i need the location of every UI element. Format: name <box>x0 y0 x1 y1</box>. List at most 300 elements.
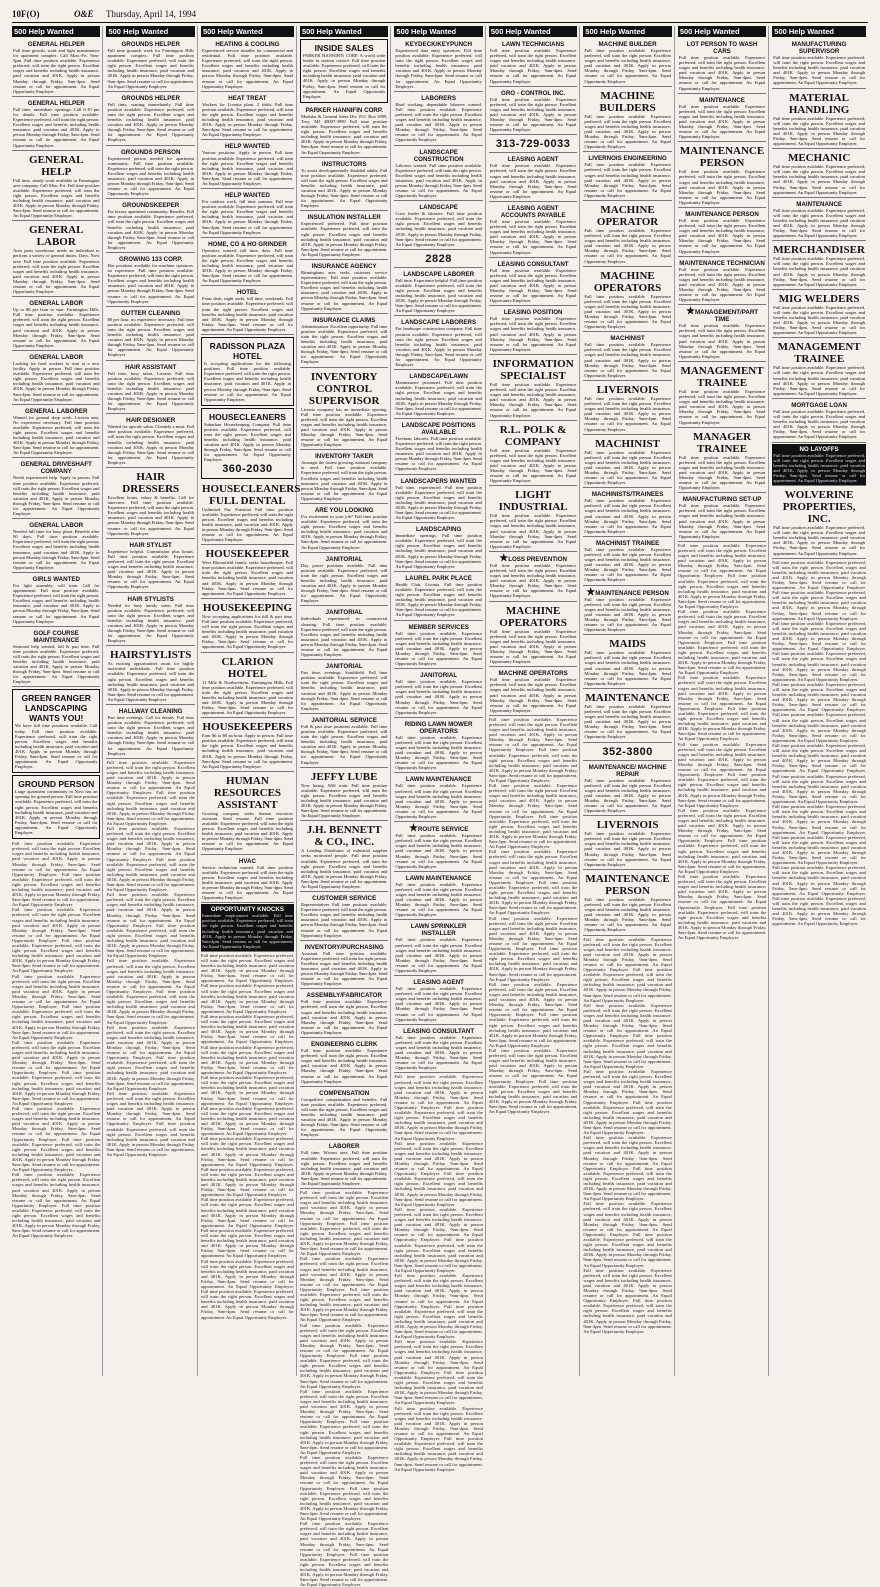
ad-heading: MACHINE OPERATOR <box>596 203 659 228</box>
classified-ad <box>489 603 577 668</box>
classified-ad <box>300 315 388 368</box>
ad-heading: MACHINE OPERATORS <box>499 604 567 629</box>
ad-body: Full time, Wixom area. Full time position available. Experience preferred, will train the right person. Excellent wages and benefits including health insurance, paid vacation and 401K. Apply in person Monday through Friday, 9am-4pm. Send resume or call for appointment. An Equal Opportunity Employer. <box>300 1150 388 1186</box>
ad-body: Amongst the fastest growing, national company in need. Full time position available. Experience preferred, will train the right person. Excellent wages and benefits including health insurance, paid vacation and 401K. Apply in person Monday through Friday, 9am-4pm. Send resume or call for appointment. An Equal Opportunity Employer. <box>300 460 388 501</box>
section-header: 500 Help Wanted <box>201 26 294 37</box>
ad-filler-text: Full time position available. Experience preferred, will train the right person. Excellent wages and benefits including health insurance, paid vacation and 401K. Apply in person Monday through Friday, 9am-4pm. Send resume or call for appointment. An Equal Opportunity Employer. Full time position available. Experience preferred, will train the right person. Excellent wages and benefits including health insurance, paid vacation and 401K. Apply in person Monday through Friday, 9am-4pm. Send resume or call for appointment. An Equal Opportunity Employer. <box>677 741 767 808</box>
classified-ad <box>772 339 866 399</box>
classified-ad <box>394 873 482 921</box>
classified-column <box>583 26 674 1376</box>
ad-body: Full time position available. Experience preferred, will train the right person. Excellent wages and benefits including health insurance, paid vacation and 401K. Apply in person Monday through Friday, 9am-4pm. Send resume or call for appointment. An Equal Opportunity Employer. <box>489 628 577 665</box>
ad-heading: GENERAL LABOR <box>29 522 84 530</box>
ad-body: Full time position available. Experience preferred, will train the right person. Excellent wages and benefits including health insurance, paid vacation and 401K. Apply in person Monday through Friday, 9am-4pm. Send resume or call for appointment. An Equal Opportunity Employer. <box>584 293 671 330</box>
ad-heading: GREEN RANGER LANDSCAPING WANTS YOU! <box>21 693 91 724</box>
classified-column <box>772 26 868 1376</box>
ad-body: Full time position available. Experience preferred, will train the right person. Excellent wages and benefits including health insurance, paid vacation and 401K. Apply in person Monday through Friday, 9am-4pm. Send resume or call for appointment. An Equal Opportunity Employer. <box>300 1048 388 1084</box>
classified-ad <box>583 88 671 153</box>
ad-body: Full time position available. Experience preferred, will train the right person. Excellent wages and benefits including health insurance, paid vacation and 401K. Apply in person Monday through Friday, 9am-4pm. Send resume or call for appointment. An Equal Opportunity Employer. <box>678 103 766 140</box>
ad-body: Now hiring. Will train. Full time position available. Experience preferred, will train the right person. Excellent wages and benefits including health insurance, paid vacation and 401K. Apply in person Monday through Friday, 9am-4pm. Send resume or call for appointment. An Equal Opportunity Employer. <box>300 782 388 819</box>
ad-body: Full time position available. Experience preferred, will train the right person. Excellent wages and benefits including health insurance, paid vacation and 401K. Apply in person Monday through Friday, 9am-4pm. Send resume or call for appointment. An Equal Opportunity Employer. <box>584 831 671 867</box>
ad-heading: MAINTENANCE/ MACHINE REPAIR <box>588 763 667 778</box>
classified-ad <box>300 554 388 607</box>
ad-filler-text: Full time position available. Experience preferred, will train the right person. Excellent wages and benefits including health insurance, paid vacation and 401K. Apply in person Monday through Friday, 9am-4pm. Send resume or call for appointment. An Equal Opportunity Employer. Full time position available. Experience preferred, will train the right person. Excellent wages and benefits including health insurance, paid vacation and 401K. Apply in person Monday through Friday, 9am-4pm. Send resume or call for appointment. An Equal Opportunity Employer. <box>394 1273 483 1340</box>
ad-body: Front desk, night audit, full time, weekends. Full time position available. Experience preferred, will train the right person. Excellent wages and benefits including health insurance, paid vacation and 401K. Apply in person Monday through Friday, 9am-4pm. Send resume or call for appointment. An Equal Opportunity Employer. <box>201 296 293 332</box>
classified-ad <box>394 147 482 202</box>
ad-heading: PARKER HANNIFIN CORP. <box>305 106 383 114</box>
section-header: 500 Help Wanted <box>489 26 577 37</box>
ad-filler-text: Full time position available. Experience preferred, will train the right person. Excellent wages and benefits including health insurance, paid vacation and 401K. Apply in person Monday through Friday, 9am-4pm. Send resume or call for appointment. An Equal Opportunity Employer. Full time position available. Experience preferred, will train the right person. Excellent wages and benefits including health insurance, paid vacation and 401K. Apply in person Monday through Friday, 9am-4pm. Send resume or call for appointment. An Equal Opportunity Employer. <box>394 1206 483 1273</box>
ad-body: Full time, steady work available in Farmington area company. Call Mon.-Fri. Full time position available. Experience preferred, will train the right person. Excellent wages and benefits including health insurance, paid vacation and 401K. Apply in person Monday through Friday, 9am-4pm. Send resume or call for appointment. An Equal Opportunity Employer. <box>13 177 100 219</box>
section-header: 500 Help Wanted <box>300 26 388 37</box>
ad-body: Full time position available. Experience preferred, will train the right person. Excellent wages and benefits including health insurance, paid vacation and 401K. Apply in person Monday through Friday, 9am-4pm. Send resume or call for appointment. An Equal Opportunity Employer. <box>584 546 671 583</box>
ad-heading: LEASING POSITION <box>503 309 563 317</box>
ad-filler-text: Full time position available. Experience preferred, will train the right person. Excellent wages and benefits including health insurance, paid vacation and 401K. Apply in person Monday through Friday, 9am-4pm. Send resume or call for appointment. An Equal Opportunity Employer. Full time position available. Experience preferred, will train the right person. Excellent wages and benefits including health insurance, paid vacation and 401K. Apply in person Monday through Friday, 9am-4pm. Send resume or call for appointment. An Equal Opportunity Employer. <box>106 892 195 959</box>
ad-body: Full time position available. Experience preferred, will train the right person. Excellent wages and benefits including health insurance, paid vacation and 401K. Apply in person Monday through Friday, 9am-4pm. Send resume or call for appointment. An Equal Opportunity Employer. <box>489 316 577 352</box>
ad-heading: HEAT TREAT <box>228 94 267 102</box>
ad-heading: MACHINIST TRAINEE <box>595 539 660 547</box>
ad-heading: HAIR ASSISTANT <box>125 363 177 371</box>
ad-filler-text: Full time position available. Experience preferred, will train the right person. Excellent wages and benefits including health insurance, paid vacation and 401K. Apply in person Monday through Friday, 9am-4pm. Send resume or call for appointment. An Equal Opportunity Employer. Full time position available. Experience preferred, will train the right person. Excellent wages and benefits including health insurance, paid vacation and 401K. Apply in person Monday through Friday, 9am-4pm. Send resume or call for appointment. An Equal Opportunity Employer. <box>583 1201 672 1268</box>
ad-body: Full time position available. Experience preferred, will train the right person. Excellent wages and benefits including health insurance, paid vacation and 401K. Apply in person Monday through Friday, 9am-4pm. Send resume or call for appointment. An Equal Opportunity Employer. <box>489 562 577 599</box>
ad-heading: HOME, CO & HO GRINDER <box>208 240 287 248</box>
ad-heading: LIVERNOIS <box>596 819 659 832</box>
ad-filler-text: Full time position available. Experience preferred, will train the right person. Excellent wages and benefits including health insurance, paid vacation and 401K. Apply in person Monday through Friday, 9am-4pm. Send resume or call for appointment. An Equal Opportunity Employer. Full time position available. Experience preferred, will train the right person. Excellent wages and benefits including health insurance, paid vacation and 401K. Apply in person Monday through Friday, 9am-4pm. Send resume or call for appointment. An Equal Opportunity Employer. <box>488 915 578 982</box>
ad-heading: MANUFACTURING SUPERVISOR <box>791 41 847 55</box>
classified-ad <box>583 817 671 870</box>
classified-ad <box>489 553 577 602</box>
ad-filler-text: Full time position available. Experience preferred, will train the right person. Excellent wages and benefits including health insurance, paid vacation and 401K. Apply in person Monday through Friday, 9am-4pm. Send resume or call for appointment. An Equal Opportunity Employer. Full time position available. Experience preferred, will train the right person. Excellent wages and benefits including health insurance, paid vacation and 401K. Apply in person Monday through Friday, 9am-4pm. Send resume or call for appointment. An Equal Opportunity Employer. <box>772 681 866 743</box>
ad-filler-text: Full time position available. Experience preferred, will train the right person. Excellent wages and benefits including health insurance, paid vacation and 401K. Apply in person Monday through Friday, 9am-4pm. Send resume or call for appointment. An Equal Opportunity Employer. Full time position available. Experience preferred, will train the right person. Excellent wages and benefits including health insurance, paid vacation and 401K. Apply in person Monday through Friday, 9am-4pm. Send resume or call for appointment. An Equal Opportunity Employer. <box>200 1075 294 1137</box>
classified-ad <box>12 775 100 839</box>
classified-ad <box>583 202 671 267</box>
ad-heading: INVENTORY TAKER <box>315 453 374 461</box>
ad-heading: HUMAN RESOURCES ASSISTANT <box>213 774 282 811</box>
ad-body: Full time position available. Experience preferred, will train the right person. Excellent wages and benefits including health insurance, paid vacation and 401K. Apply in person Monday through Friday, 9am-4pm. Send resume or call for appointment. An Equal Opportunity Employer. <box>395 679 482 715</box>
classified-ad <box>12 628 100 688</box>
classified-ad <box>201 773 294 855</box>
ad-filler-text: Full time position available. Experience preferred, will train the right person. Excellent wages and benefits including health insurance, paid vacation and 401K. Apply in person Monday through Friday, 9am-4pm. Send resume or call for appointment. An Equal Opportunity Employer. Full time position available. Experience preferred, will train the right person. Excellent wages and benefits including health insurance, paid vacation and 401K. Apply in person Monday through Friday, 9am-4pm. Send resume or call for appointment. An Equal Opportunity Employer. <box>394 1074 483 1141</box>
ad-filler-text: Full time position available. Experience preferred, will train the right person. Excellent wages and benefits including health insurance, paid vacation and 401K. Apply in person Monday through Friday, 9am-4pm. Send resume or call for appointment. An Equal Opportunity Employer. Full time position available. Experience preferred, will train the right person. Excellent wages and benefits including health insurance, paid vacation and 401K. Apply in person Monday through Friday, 9am-4pm. Send resume or call for appointment. An Equal Opportunity Employer. <box>12 1172 101 1239</box>
ad-heading: HOTEL <box>236 289 258 297</box>
classified-ad <box>201 239 294 287</box>
ad-body: Modular & General Sales Div. P.O. Box 3999, Troy, MI 48007-3999 Full time position available. Experience preferred, will train the right person. Excellent wages and benefits including health insurance, paid vacation and 401K. Apply in person Monday through Friday, 9am-4pm. Send resume or call for appointment. An Equal Opportunity Employer. <box>300 113 388 155</box>
ad-filler-text: Full time position available. Experience preferred, will train the right person. Excellent wages and benefits including health insurance, paid vacation and 401K. Apply in person Monday through Friday, 9am-4pm. Send resume or call for appointment. An Equal Opportunity Employer. Full time position available. Experience preferred, will train the right person. Excellent wages and benefits including health insurance, paid vacation and 401K. Apply in person Monday through Friday, 9am-4pm. Send resume or call for appointment. An Equal Opportunity Employer. <box>394 1140 483 1207</box>
ad-body: Full time, starting immediately. Full time position available. Experience preferred, will train the right person. Excellent wages and benefits including health insurance, paid vacation and 401K. Apply in person Monday through Friday, 9am-4pm. Send resume or call for appointment. An Equal Opportunity Employer. <box>107 101 194 143</box>
classified-ad <box>772 90 866 150</box>
classified-ad <box>201 481 301 546</box>
classified-ad <box>583 489 671 537</box>
ad-filler-text: Full time position available. Experience preferred, will train the right person. Excellent wages and benefits including health insurance, paid vacation and 401K. Apply in person Monday through Friday, 9am-4pm. Send resume or call for appointment. An Equal Opportunity Employer. Full time position available. Experience preferred, will train the right person. Excellent wages and benefits including health insurance, paid vacation and 401K. Apply in person Monday through Friday, 9am-4pm. Send resume or call for appointment. An Equal Opportunity Employer. <box>394 1339 483 1406</box>
classified-ad <box>394 202 482 250</box>
ad-filler-text: Full time position available. Experience preferred, will train the right person. Excellent wages and benefits including health insurance, paid vacation and 401K. Apply in person Monday through Friday, 9am-4pm. Send resume or call for appointment. An Equal Opportunity Employer. Full time position available. Experience preferred, will train the right person. Excellent wages and benefits including health insurance, paid vacation and 401K. Apply in person Monday through Friday, 9am-4pm. Send resume or call for appointment. An Equal Opportunity Employer. <box>200 1136 294 1198</box>
classified-ad <box>772 487 866 559</box>
ad-body: Immediate openings. Full time position available. Experience preferred, will train the right person. Excellent wages and benefits including health insurance, paid vacation and 401K. Apply in person Monday through Friday, 9am-4pm. Send resume or call for appointment. An Equal Opportunity Employer. <box>395 533 482 569</box>
ad-heading: GROUND PERSON <box>18 779 95 790</box>
ad-body: For landscape construction company. Full time position available. Experience preferred, will train the right person. Excellent wages and benefits including health insurance, paid vacation and 401K. Apply in person Monday through Friday, 9am-4pm. Send resume or call for appointment. An Equal Opportunity Employer. <box>395 326 482 368</box>
ad-filler-text: Full time position available. Experience preferred, will train the right person. Excellent wages and benefits including health insurance, paid vacation and 401K. Apply in person Monday through Friday, 9am-4pm. Send resume or call for appointment. An Equal Opportunity Employer. Full time position available. Experience preferred, will train the right person. Excellent wages and benefits including health insurance, paid vacation and 401K. Apply in person Monday through Friday, 9am-4pm. Send resume or call for appointment. An Equal Opportunity Employer. <box>299 1256 389 1323</box>
classified-ad <box>583 382 671 435</box>
ad-phone-number: 360-2030 <box>222 462 273 475</box>
ad-body: Full time position available. Experience preferred, will train the right person. Excellent wages and benefits including health insurance, paid vacation and 401K. Apply in person Monday through Friday, 9am-4pm. Send resume or call for appointment. An Equal Opportunity Employer. <box>584 596 671 633</box>
classified-ad <box>678 363 766 428</box>
ad-body: West Bloomfield family seeks housekeeper. Full time position available. Experience preferred, will train the right person. Excellent wages and benefits including health insurance, paid vacation and 401K. Apply in person Monday through Friday, 9am-4pm. Send resume or call for appointment. An Equal Opportunity Employer. <box>201 560 293 596</box>
section-header: 500 Help Wanted <box>583 26 671 37</box>
ad-body: Full time position available. Experience preferred, will train the right person. Excellent wages and benefits including health insurance, paid vacation and 401K. Apply in person Monday through Friday, 9am-4pm. Send resume or call for appointment. An Equal Opportunity Employer. <box>773 304 865 336</box>
issue-date: Thursday, April 14, 1994 <box>106 9 197 19</box>
ad-heading: MAINTENANCE PERSON <box>685 210 759 218</box>
classified-ad <box>583 587 671 636</box>
ad-filler-text: Full time position available. Experience preferred, will train the right person. Excellent wages and benefits including health insurance, paid vacation and 401K. Apply in person Monday through Friday, 9am-4pm. Send resume or call for appointment. An Equal Opportunity Employer. Full time position available. Experience preferred, will train the right person. Excellent wages and benefits including health insurance, paid vacation and 401K. Apply in person Monday through Friday, 9am-4pm. Send resume or call for appointment. An Equal Opportunity Employer. <box>772 620 866 682</box>
ad-heading: J.H. BENNETT & CO., INC. <box>306 824 382 849</box>
section-header: 500 Help Wanted <box>394 26 482 37</box>
ad-heading: INSURANCE AGENCY <box>311 263 377 270</box>
ad-body: Growing company seeks human resources assistant. Send resume. Full time position available. Experience preferred, will train the right person. Excellent wages and benefits including health insurance, paid vacation and 401K. Apply in person Monday through Friday, 9am-4pm. Send resume or call for appointment. An Equal Opportunity Employer. <box>201 810 293 852</box>
ad-body: Full time position available. Experience preferred, will train the right person. Excellent wages and benefits including health insurance, paid vacation and 401K. Apply in person Monday through Friday, 9am-4pm. Send resume or call for appointment. An Equal Opportunity Employer. <box>489 447 577 484</box>
ad-body: Full time position available. Experience preferred, will train the right person. Excellent wages and benefits including health insurance, paid vacation and 401K. Apply in person Monday through Friday, 9am-4pm. Send resume or call for appointment. An Equal Opportunity Employer. <box>489 218 577 255</box>
ad-heading: ★ MAINTENANCE PERSON <box>584 589 670 597</box>
classified-ad <box>394 371 482 419</box>
classified-ad <box>394 1026 482 1074</box>
ad-heading: MACHINE OPERATORS <box>498 670 568 678</box>
classified-ad <box>300 451 388 504</box>
ad-heading: GRO - CONTROL INC. <box>501 89 566 97</box>
classified-ad <box>106 706 194 759</box>
ad-body: Representatives Full time position available. Experience preferred, will train the right person. Excellent wages and benefits including health insurance, paid vacation and 401K. Apply in person Monday through Friday, 9am-4pm. Send resume or call for appointment. An Equal Opportunity Employer. <box>300 902 388 938</box>
classified-ad <box>12 152 100 222</box>
ad-filler-text: Full time position available. Experience preferred, will train the right person. Excellent wages and benefits including health insurance, paid vacation and 401K. Apply in person Monday through Friday, 9am-4pm. Send resume or call for appointment. An Equal Opportunity Employer. Full time position available. Experience preferred, will train the right person. Excellent wages and benefits including health insurance, paid vacation and 401K. Apply in person Monday through Friday, 9am-4pm. Send resume or call for appointment. An Equal Opportunity Employer. <box>677 675 767 742</box>
ad-body: Maintenance personnel. Full time position available. Experience preferred, will train the right person. Excellent wages and benefits including health insurance, paid vacation and 401K. Apply in person Monday through Friday, 9am-4pm. Send resume or call for appointment. An Equal Opportunity Employer. <box>395 380 482 416</box>
ad-heading: MAINTENANCE PERSON <box>679 145 765 170</box>
ad-filler-text: Full time position available. Experience preferred, will train the right person. Excellent wages and benefits including health insurance, paid vacation and 401K. Apply in person Monday through Friday, 9am-4pm. Send resume or call for appointment. An Equal Opportunity Employer. Full time position available. Experience preferred, will train the right person. Excellent wages and benefits including health insurance, paid vacation and 401K. Apply in person Monday through Friday, 9am-4pm. Send resume or call for appointment. An Equal Opportunity Employer. <box>583 1002 672 1069</box>
ad-heading: LANDSCAPING <box>415 526 462 534</box>
ad-body: Needed for busy family salon. Full time position available. Experience preferred, will train the right person. Excellent wages and benefits including health insurance, paid vacation and 401K. Apply in person Monday through Friday, 9am-4pm. Send resume or call for appointment. An Equal Opportunity Employer. <box>107 602 194 644</box>
ad-heading: GENERAL HELP <box>29 153 84 178</box>
ad-phone-number: 313-729-0033 <box>495 138 571 151</box>
section-header: 500 Help Wanted <box>106 26 194 37</box>
classified-ad <box>772 150 866 198</box>
ad-filler-text: Full time position available. Experience preferred, will train the right person. Excellent wages and benefits including health insurance, paid vacation and 401K. Apply in person Monday through Friday, 9am-4pm. Send resume or call for appointment. An Equal Opportunity Employer. Full time position available. Experience preferred, will train the right person. Excellent wages and benefits including health insurance, paid vacation and 401K. Apply in person Monday through Friday, 9am-4pm. Send resume or call for appointment. An Equal Opportunity Employer. <box>106 958 195 1025</box>
classified-ad <box>300 1141 388 1189</box>
ad-body: Full time position available. Experience preferred, will train the right person. Excellent wages and benefits including health insurance, paid vacation and 401K. Apply in person Monday through Friday, 9am-4pm. Send resume or call for appointment. An Equal Opportunity Employer. <box>584 48 671 84</box>
ad-body: Wanted for general shop work. Livonia area. No experience necessary. Full time position available. Experience preferred, will train the right person. Excellent wages and benefits including health insurance, paid vacation and 401K. Apply in person Monday through Friday, 9am-4pm. Send resume or call for appointment. An Equal Opportunity Employer. <box>13 414 100 456</box>
ad-heading: MACHINISTS/TRAINEES <box>591 491 664 499</box>
ad-heading: LAWN MAINTENANCE <box>405 874 472 882</box>
ad-body: Full & part time positions available. Full time position available. Experience preferred, will train the right person. Excellent wages and benefits including health insurance, paid vacation and 401K. Apply in person Monday through Friday, 9am-4pm. Send resume or call for appointment. An Equal Opportunity Employer. <box>300 723 388 765</box>
ad-heading: INFORMATION SPECIALIST <box>492 357 574 382</box>
classified-ad <box>300 942 388 990</box>
ad-heading: MAINTENANCE <box>796 200 842 208</box>
ad-body: Full time position available. Experience preferred, will train the right person. Excellent wages and benefits including health insurance, paid vacation and 401K. Apply in person Monday through Friday, 9am-4pm. Send resume or call for appointment. An Equal Opportunity Employer. <box>489 48 577 84</box>
classified-ad <box>12 520 100 573</box>
ad-body: Full time growth, work and light maintenance for apartment complex. Call Mon.-Fri. 9am-5pm. Full time position available. Experience preferred, will train the right person. Excellent wages and benefits including health insurance, paid vacation and 401K. Apply in person Monday through Friday, 9am-4pm. Send resume or call for appointment. An Equal Opportunity Employer. <box>13 48 100 94</box>
classified-ad <box>583 268 671 333</box>
ad-filler-text: Full time position available. Experience preferred, will train the right person. Excellent wages and benefits including health insurance, paid vacation and 401K. Apply in person Monday through Friday, 9am-4pm. Send resume or call for appointment. An Equal Opportunity Employer. Full time position available. Experience preferred, will train the right person. Excellent wages and benefits including health insurance, paid vacation and 401K. Apply in person Monday through Friday, 9am-4pm. Send resume or call for appointment. An Equal Opportunity Employer. <box>772 559 866 621</box>
classified-ad <box>772 39 866 89</box>
ad-body: Full time position available. Experience preferred, will train the right person. Excellent wages and benefits including health insurance, paid vacation and 401K. Apply in person Monday through Friday, 9am-4pm. Send resume or call for appointment. An Equal Opportunity Employer. <box>395 1034 482 1071</box>
ad-body: Up to $6 per hour to start. Farmington Hills. Full time position available. Experience preferred, will train the right person. Excellent wages and benefits including health insurance, paid vacation and 401K. Apply in person Monday through Friday, 9am-4pm. Send resume or call for appointment. An Equal Opportunity Employer. <box>13 307 100 348</box>
ad-body: Full time, busy salon. Livonia. Full time position available. Experience preferred, will train the right person. Excellent wages and benefits including health insurance, paid vacation and 401K. Apply in person Monday through Friday, 9am-4pm. Send resume or call for appointment. An Equal Opportunity Employer. <box>107 370 194 412</box>
classified-ad <box>106 362 194 415</box>
ad-body: Full time position available. Experience preferred, will train the right person. Excellent wages and benefits including health insurance, paid vacation and 401K. Apply in person Monday through Friday, 9am-4pm. Send resume or call for appointment. An Equal Opportunity Employer. <box>395 734 482 771</box>
ad-filler-text: Full time position available. Experience preferred, will train the right person. Excellent wages and benefits including health insurance, paid vacation and 401K. Apply in person Monday through Friday, 9am-4pm. Send resume or call for appointment. An Equal Opportunity Employer. Full time position available. Experience preferred, will train the right person. Excellent wages and benefits including health insurance, paid vacation and 401K. Apply in person Monday through Friday, 9am-4pm. Send resume or call for appointment. An Equal Opportunity Employer. <box>12 973 101 1040</box>
ad-body: Wanted for upscale salon. Clientele a must. Full time position available. Experience preferred, will train the right person. Excellent wages and benefits including health insurance, paid vacation and 401K. Apply in person Monday through Friday, 9am-4pm. Send resume or call for appointment. An Equal Opportunity Employer. <box>107 424 194 465</box>
classified-ad <box>583 39 671 87</box>
classified-ad <box>489 668 577 716</box>
ad-body: Full time position available. Experience preferred, will train the right person. Excellent wages and benefits including health insurance, paid vacation and 401K. Apply in person Monday through Friday, 9am-4pm. Send resume or call for appointment. An Equal Opportunity Employer. <box>300 999 388 1035</box>
ad-body: Full time position available. Experience preferred, will train the right person. Excellent wages and benefits including health insurance, paid vacation and 401K. Apply in person Monday through Friday, 9am-4pm. Send resume or call for appointment. An Equal Opportunity Employer. <box>489 381 577 418</box>
ad-heading: LOT PERSON TO WASH CARS <box>686 41 758 55</box>
ad-filler-text: Full time position available. Experience preferred, will train the right person. Excellent wages and benefits including health insurance, paid vacation and 401K. Apply in person Monday through Friday, 9am-4pm. Send resume or call for appointment. An Equal Opportunity Employer. Full time position available. Experience preferred, will train the right person. Excellent wages and benefits including health insurance, paid vacation and 401K. Apply in person Monday through Friday, 9am-4pm. Send resume or call for appointment. An Equal Opportunity Employer. <box>394 1405 483 1472</box>
classified-ad <box>583 762 671 817</box>
classified-ad <box>106 594 194 647</box>
ad-heading: HVAC <box>238 857 256 865</box>
ad-body: Laborers wanted. Full time position available. Experience preferred, will train the right person. Excellent wages and benefits including health insurance, paid vacation and 401K. Apply in person Monday through Friday, 9am-4pm. Send resume or call for appointment. An Equal Opportunity Employer. <box>395 162 482 199</box>
ad-heading: GENERAL LABOR <box>29 353 84 361</box>
classified-ad <box>394 719 482 774</box>
classified-ad <box>394 774 482 822</box>
classified-ad <box>12 298 100 351</box>
ad-body: Part time, evenings. Southfield. Full time position available. Experience preferred, will train the right person. Excellent wages and benefits including health insurance, paid vacation and 401K. Apply in person Monday through Friday, 9am-4pm. Send resume or call for appointment. An Equal Opportunity Employer. <box>300 670 388 711</box>
classified-ad <box>300 607 388 660</box>
classified-column <box>678 26 769 1376</box>
classified-ad <box>489 136 577 153</box>
classified-ad <box>394 921 482 976</box>
ad-body: Looking for hard workers to start at a new facility. Apply in person. Full time position available. Experience preferred, will train the right person. Excellent wages and benefits including health insurance, paid vacation and 401K. Apply in person Monday through Friday, 9am-4pm. Send resume or call for appointment. An Equal Opportunity Employer. <box>13 360 100 402</box>
ad-filler-text: Full time position available. Experience preferred, will train the right person. Excellent wages and benefits including health insurance, paid vacation and 401K. Apply in person Monday through Friday, 9am-4pm. Send resume or call for appointment. An Equal Opportunity Employer. Full time position available. Experience preferred, will train the right person. Excellent wages and benefits including health insurance, paid vacation and 401K. Apply in person Monday through Friday, 9am-4pm. Send resume or call for appointment. An Equal Opportunity Employer. <box>488 716 578 783</box>
ad-filler-text: Full time position available. Experience preferred, will train the right person. Excellent wages and benefits including health insurance, paid vacation and 401K. Apply in person Monday through Friday, 9am-4pm. Send resume or call for appointment. An Equal Opportunity Employer. Full time position available. Experience preferred, will train the right person. Excellent wages and benefits including health insurance, paid vacation and 401K. Apply in person Monday through Friday, 9am-4pm. Send resume or call for appointment. An Equal Opportunity Employer. <box>299 1322 389 1389</box>
classified-ad <box>300 893 388 941</box>
ad-heading: LAWN TECHNICIANS <box>502 41 565 48</box>
classified-ad <box>12 689 100 773</box>
ad-heading: RADISSON PLAZA HOTEL <box>209 341 286 362</box>
ad-heading: ASSEMBLY/FABRICATOR <box>306 992 382 1000</box>
ad-body: Seasonal help wanted, full & part time. Full time position available. Experience preferred, will train the right person. Excellent wages and benefits including health insurance, paid vacation and 401K. Apply in person Monday through Friday, 9am-4pm. Send resume or call for appointment. An Equal Opportunity Employer. <box>13 643 100 685</box>
page-number: 10F(O) <box>12 9 40 19</box>
ad-heading: MACHINE BUILDERS <box>599 89 656 114</box>
ad-body: Crew leader & laborers. Full time position available. Experience preferred, will train the right person. Excellent wages and benefits including health insurance, paid vacation and 401K. Apply in person Monday through Friday, 9am-4pm. Send resume or call for appointment. An Equal Opportunity Employer. <box>395 211 482 247</box>
classified-ad <box>106 308 194 361</box>
ad-heading: MAIDS <box>609 638 646 651</box>
ad-heading: HALLWAY CLEANING <box>118 708 183 715</box>
classified-ad <box>583 744 671 761</box>
ad-body: PARKER HANNIFIN CORP. A world wide leader in motion control. Full time position available. Experience preferred, will train the right person. Excellent wages and benefits including health insurance, paid vacation and 401K. Apply in person Monday through Friday, 9am-4pm. Send resume or call for appointment. An Equal Opportunity Employer. <box>302 53 386 99</box>
classified-ad <box>201 654 294 719</box>
classified-ad <box>12 39 100 97</box>
ad-heading: HAIR STYLISTS <box>127 595 174 603</box>
ad-body: Assistant Full time position available. Experience preferred, will train the right person. Excellent wages and benefits including health insurance, paid vacation and 401K. Apply in person Monday through Friday, 9am-4pm. Send resume or call for appointment. An Equal Opportunity Employer. <box>300 950 388 987</box>
ad-heading: MACHINE BUILDER <box>598 41 657 48</box>
classified-ad <box>300 822 388 892</box>
ad-filler-text: Full time position available. Experience preferred, will train the right person. Excellent wages and benefits including health insurance, paid vacation and 401K. Apply in person Monday through Friday, 9am-4pm. Send resume or call for appointment. An Equal Opportunity Employer. Full time position available. Experience preferred, will train the right person. Excellent wages and benefits including health insurance, paid vacation and 401K. Apply in person Monday through Friday, 9am-4pm. Send resume or call for appointment. An Equal Opportunity Employer. <box>106 1024 195 1091</box>
ad-heading: GROUNDS HELPER <box>121 41 180 48</box>
ad-heading: ★ LOSS PREVENTION <box>490 555 576 563</box>
ad-heading: GUTTER CLEANING <box>120 309 181 317</box>
ad-body: Full time position available. Experience preferred, will train the right person. Excellent wages and benefits including health insurance, paid vacation and 401K. Apply in person Monday through Friday, 9am-4pm. Send resume or call for appointment. An Equal Opportunity Employer. <box>773 207 865 239</box>
classified-ad <box>678 429 766 494</box>
ad-heading: HOUSECLEANERS FULL DENTAL <box>201 482 301 507</box>
ad-body: Full time position available. Experience preferred, will train the right person. Excellent wages and benefits including health insurance, paid vacation and 401K. Apply in person Monday through Friday, 9am-4pm. Send resume or call for appointment. An Equal Opportunity Employer. <box>584 777 671 814</box>
ad-heading: HOUSECLEANERS <box>208 411 286 422</box>
ad-body: Full time position available. Experience preferred, will train the right person. Excellent wages and benefits including health insurance, paid vacation and 401K. Apply in person Monday through Friday, 9am-4pm. Send resume or call for appointment. An Equal Opportunity Employer. <box>773 115 865 147</box>
ad-heading: HAIR STYLIST <box>129 541 172 549</box>
classified-ad <box>300 769 388 822</box>
ad-heading: LANDSCAPERS WANTED <box>400 477 477 485</box>
classified-ad <box>772 242 866 290</box>
classified-ad <box>678 95 766 143</box>
ad-body: Full time position available. Experience preferred, will train the right person. Excellent wages and benefits including health insurance, paid vacation and 401K. Apply in person Monday through Friday, 9am-4pm. Send resume or call for appointment. An Equal Opportunity Employer. <box>584 342 671 378</box>
ad-heading: MANAGEMENT TRAINEE <box>777 341 861 366</box>
classified-ad <box>772 444 866 487</box>
classified-ad <box>772 199 866 242</box>
ad-heading: HAIR DRESSERS <box>122 471 180 495</box>
classified-ad <box>489 356 577 421</box>
ad-body: Earn $6 to $8 an hour. Apply in person. Full time position available. Experience preferred, will train the right person. Excellent wages and benefits including health insurance, paid vacation and 401K. Apply in person Monday through Friday, 9am-4pm. Send resume or call for appointment. An Equal Opportunity Employer. <box>201 733 293 769</box>
ad-heading: INVENTORY CONTROL SUPERVISOR <box>308 370 380 407</box>
ad-body: Full time position available. Experience preferred, will train the right person. Excellent wages and benefits including health insurance, paid vacation and 401K. Apply in person Monday through Friday, 9am-4pm. Send resume or call for appointment. An Equal Opportunity Employer. <box>773 525 865 556</box>
ad-heading: R.L. POLK & COMPANY <box>499 423 567 448</box>
ad-body: Administration. Excellent opportunity. Full time position available. Experience preferred, will train the right person. Excellent wages and benefits including health insurance, paid vacation and 401K. Apply in person Monday through Friday, 9am-4pm. Send resume or call for appointment. An Equal Opportunity Employer. <box>300 323 388 365</box>
classified-ad <box>106 93 194 146</box>
ad-body: Unlimited Pay Potential Full time position available. Experience preferred, will train the right person. Excellent wages and benefits including health insurance, paid vacation and 401K. Apply in person Monday through Friday, 9am-4pm. Send resume or call for appointment. An Equal Opportunity Employer. <box>201 506 293 543</box>
classified-ad <box>106 540 194 593</box>
ad-heading: GENERAL LABORER <box>25 407 88 415</box>
ad-body: Birmingham area seeks customer service representative. Full time position available. Experience preferred, will train the right person. Excellent wages and benefits including health insurance, paid vacation and 401K. Apply in person Monday through Friday, 9am-4pm. Send resume or call for appointment. An Equal Opportunity Employer. <box>300 270 388 311</box>
ad-body: Health Club, Livonia. Full time position available. Experience preferred, will train the right person. Excellent wages and benefits including health insurance, paid vacation and 401K. Apply in person Monday through Friday, 9am-4pm. Send resume or call for appointment. An Equal Opportunity Employer. <box>395 581 482 618</box>
ad-filler-text: Full time position available. Experience preferred, will train the right person. Excellent wages and benefits including health insurance, paid vacation and 401K. Apply in person Monday through Friday, 9am-4pm. Send resume or call for appointment. An Equal Opportunity Employer. Full time position available. Experience preferred, will train the right person. Excellent wages and benefits including health insurance, paid vacation and 401K. Apply in person Monday through Friday, 9am-4pm. Send resume or call for appointment. An Equal Opportunity Employer. <box>583 936 672 1003</box>
classified-ad <box>489 88 577 136</box>
classified-column <box>394 26 485 1472</box>
classified-ad <box>394 977 482 1025</box>
classified-ad <box>394 622 482 670</box>
ad-filler-text: Full time position available. Experience preferred, will train the right person. Excellent wages and benefits including health insurance, paid vacation and 401K. Apply in person Monday through Friday, 9am-4pm. Send resume or call for appointment. An Equal Opportunity Employer. Full time position available. Experience preferred, will train the right person. Excellent wages and benefits including health insurance, paid vacation and 401K. Apply in person Monday through Friday, 9am-4pm. Send resume or call for appointment. An Equal Opportunity Employer. <box>299 1190 389 1257</box>
ad-filler-text: Full time position available. Experience preferred, will train the right person. Excellent wages and benefits including health insurance, paid vacation and 401K. Apply in person Monday through Friday, 9am-4pm. Send resume or call for appointment. An Equal Opportunity Employer. Full time position available. Experience preferred, will train the right person. Excellent wages and benefits including health insurance, paid vacation and 401K. Apply in person Monday through Friday, 9am-4pm. Send resume or call for appointment. An Equal Opportunity Employer. <box>299 1521 389 1587</box>
classified-ad <box>583 636 671 689</box>
ad-body: Full time position available. Experience preferred, will train the right person. Excellent wages and benefits including health insurance, paid vacation and 401K. Apply in person Monday through Friday, 9am-4pm. Send resume or call for appointment. An Equal Opportunity Employer. <box>584 162 671 198</box>
classified-column <box>12 26 103 1376</box>
classified-ad <box>300 261 388 314</box>
ad-body: Full time position available. Experience preferred, will train the right person. Excellent wages and benefits including health insurance, paid vacation and 401K. Apply in person Monday through Friday, 9am-4pm. Send resume or call for appointment. An Equal Opportunity Employer. <box>678 454 766 491</box>
section-header: 500 Help Wanted <box>772 26 866 37</box>
ad-filler-text: Full time position available. Experience preferred, will train the right person. Excellent wages and benefits including health insurance, paid vacation and 401K. Apply in person Monday through Friday, 9am-4pm. Send resume or call for appointment. An Equal Opportunity Employer. Full time position available. Experience preferred, will train the right person. Excellent wages and benefits including health insurance, paid vacation and 401K. Apply in person Monday through Friday, 9am-4pm. Send resume or call for appointment. An Equal Opportunity Employer. <box>12 841 101 908</box>
classified-ad <box>201 408 294 479</box>
ad-body: Full time position available. Experience preferred, will train the right person. Excellent wages and benefits including health insurance, paid vacation and 401K. Apply in person Monday through Friday, 9am-4pm. Send resume or call for appointment. An Equal Opportunity Employer. <box>395 833 482 869</box>
classified-ad <box>12 459 100 519</box>
ad-filler-text: Full time position available. Experience preferred, will train the right person. Excellent wages and benefits including health insurance, paid vacation and 401K. Apply in person Monday through Friday, 9am-4pm. Send resume or call for appointment. An Equal Opportunity Employer. Full time position available. Experience preferred, will train the right person. Excellent wages and benefits including health insurance, paid vacation and 401K. Apply in person Monday through Friday, 9am-4pm. Send resume or call for appointment. An Equal Opportunity Employer. <box>12 1039 101 1106</box>
classified-ad <box>106 39 194 92</box>
ad-body: Full time. Experience helpful. Full time position available. Experience preferred, will train the right person. Excellent wages and benefits including health insurance, paid vacation and 401K. Apply in person Monday through Friday, 9am-4pm. Send resume or call for appointment. An Equal Opportunity Employer. <box>395 277 482 314</box>
ad-heading: MACHINE OPERATORS <box>593 269 662 294</box>
ad-body: Full time position available. Experience preferred, will train the right person. Excellent wages and benefits including health insurance, paid vacation and 401K. Apply in person Monday through Friday, 9am-4pm. Send resume or call for appointment. An Equal Opportunity Employer. <box>584 896 671 933</box>
ad-body: Various positions. Apply in person. Full time position available. Experience preferred, will train the right person. Excellent wages and benefits including health insurance, paid vacation and 401K. Apply in person Monday through Friday, 9am-4pm. Send resume or call for appointment. An Equal Opportunity Employer. <box>201 150 293 186</box>
classified-ad <box>201 856 294 904</box>
ad-heading: ★ MANAGEMENT/PART TIME <box>679 308 765 323</box>
ad-filler-text: Full time position available. Experience preferred, will train the right person. Excellent wages and benefits including health insurance, paid vacation and 401K. Apply in person Monday through Friday, 9am-4pm. Send resume or call for appointment. An Equal Opportunity Employer. Full time position available. Experience preferred, will train the right person. Excellent wages and benefits including health insurance, paid vacation and 401K. Apply in person Monday through Friday, 9am-4pm. Send resume or call for appointment. An Equal Opportunity Employer. <box>12 1106 101 1173</box>
classified-ad <box>201 39 294 92</box>
ad-heading: MAINTENANCE PERSON <box>585 872 670 897</box>
ad-heading: CUSTOMER SERVICE <box>312 895 377 903</box>
classified-ad <box>394 573 482 621</box>
ad-heading: LIVERNOIS <box>596 383 659 396</box>
classified-ad <box>300 715 388 768</box>
classified-ad <box>300 159 388 212</box>
ad-body: Full time grounds work for Farmington Hills apartment complex. Full time position available. Experience preferred, will train the right person. Excellent wages and benefits including health insurance, paid vacation and 401K. Apply in person Monday through Friday, 9am-4pm. Send resume or call for appointment. An Equal Opportunity Employer. <box>107 48 194 89</box>
classified-ad <box>583 538 671 586</box>
classified-ad <box>583 333 671 381</box>
ad-body: Immediate employment available. Full time position available. Experience preferred, will train the right person. Excellent wages and benefits including health insurance, paid vacation and 401K. Apply in person Monday through Friday, 9am-4pm. Send resume or call for appointment. An Equal Opportunity Employer. <box>201 913 293 949</box>
ad-heading: MAINTENANCE <box>585 691 670 704</box>
ad-heading: MIG WELDERS <box>778 292 860 305</box>
ad-heading: LAUREL PARK PLACE <box>405 574 472 582</box>
classified-column <box>489 26 580 1376</box>
classified-ad <box>106 647 194 705</box>
ad-heading: LAWN MAINTENANCE <box>405 776 472 784</box>
ad-heading: GENERAL LABOR <box>29 300 84 308</box>
classified-ad <box>12 574 100 627</box>
ad-heading: GROUNDS PERSON <box>120 148 181 156</box>
classified-ad <box>300 105 388 158</box>
ad-body: For outdoor work, full time summer. Full time position available. Experience preferred, will train the right person. Excellent wages and benefits including health insurance, paid vacation and 401K. Apply in person Monday through Friday, 9am-4pm. Send resume or call for appointment. An Equal Opportunity Employer. <box>201 199 293 235</box>
ad-filler-text: Full time position available. Experience preferred, will train the right person. Excellent wages and benefits including health insurance, paid vacation and 401K. Apply in person Monday through Friday, 9am-4pm. Send resume or call for appointment. An Equal Opportunity Employer. Full time position available. Experience preferred, will train the right person. Excellent wages and benefits including health insurance, paid vacation and 401K. Apply in person Monday through Friday, 9am-4pm. Send resume or call for appointment. An Equal Opportunity Employer. <box>677 807 767 874</box>
ad-body: Part time evenings. Call for details. Full time position available. Experience preferred, will train the right person. Excellent wages and benefits including health insurance, paid vacation and 401K. Apply in person Monday through Friday, 9am-4pm. Send resume or call for appointment. An Equal Opportunity Employer. <box>107 715 194 756</box>
ad-heading: INSIDE SALES <box>314 43 374 53</box>
ad-phone-number: 2828 <box>425 252 452 265</box>
ad-body: Full time position available. Experience preferred, will train the right person. Excellent wages and benefits including health insurance, paid vacation and 401K. Apply in person Monday through Friday, 9am-4pm. Send resume or call for appointment. An Equal Opportunity Employer. <box>678 323 766 359</box>
ad-heading: JANITORIAL <box>420 672 458 680</box>
ad-heading: MECHANIC <box>787 152 851 165</box>
ad-body: Livonia company has an immediate opening. Full time position available. Experience preferred, will train the right person. Excellent wages and benefits including health insurance, paid vacation and 401K. Apply in person Monday through Friday, 9am-4pm. Send resume or call for appointment. An Equal Opportunity Employer. <box>300 406 388 448</box>
ad-heading: RIDING LAWN MOWER OPERATORS <box>404 720 473 735</box>
classified-ad <box>201 337 294 406</box>
ad-body: Hard working, dependable laborers wanted. Full time position available. Experience preferred, will train the right person. Excellent wages and benefits including health insurance, paid vacation and 401K. Apply in person Monday through Friday, 9am-4pm. Send resume or call for appointment. An Equal Opportunity Employer. <box>395 101 482 143</box>
classified-ad <box>300 39 388 103</box>
classified-ad <box>300 1088 388 1141</box>
ad-body: We have full time positions available. Call today. Full time position available. Experience preferred, will train the right person. Excellent wages and benefits including health insurance, paid vacation and 401K. Apply in person Monday through Friday, 9am-4pm. Send resume or call for appointment. An Equal Opportunity Employer. <box>15 723 98 770</box>
classified-ad <box>489 39 577 87</box>
classified-ad <box>394 823 482 872</box>
ad-heading: LANDSCAPE <box>419 204 458 212</box>
ad-heading: HOUSEKEEPING <box>202 601 293 614</box>
classified-ad <box>106 200 194 253</box>
ad-filler-text: Full time position available. Experience preferred, will train the right person. Excellent wages and benefits including health insurance, paid vacation and 401K. Apply in person Monday through Friday, 9am-4pm. Send resume or call for appointment. An Equal Opportunity Employer. Full time position available. Experience preferred, will train the right person. Excellent wages and benefits including health insurance, paid vacation and 401K. Apply in person Monday through Friday, 9am-4pm. Send resume or call for appointment. An Equal Opportunity Employer. <box>106 1090 195 1157</box>
ad-heading: ★ ROUTE SERVICE <box>395 825 481 833</box>
ad-heading: LIVERNOIS ENGINEERING <box>588 155 667 163</box>
ad-body: Full time, immediate openings. Call 6-10 pm for details. Full time position available. Experience preferred, will train the right person. Excellent wages and benefits including health insurance, paid vacation and 401K. Apply in person Monday through Friday, 9am-4pm. Send resume or call for appointment. An Equal Opportunity Employer. <box>13 106 100 148</box>
classified-ad <box>106 254 194 307</box>
ad-heading: MACHINIST <box>610 335 645 343</box>
ad-filler-text: Full time position available. Experience preferred, will train the right person. Excellent wages and benefits including health insurance, paid vacation and 401K. Apply in person Monday through Friday, 9am-4pm. Send resume or call for appointment. An Equal Opportunity Employer. Full time position available. Experience preferred, will train the right person. Excellent wages and benefits including health insurance, paid vacation and 401K. Apply in person Monday through Friday, 9am-4pm. Send resume or call for appointment. An Equal Opportunity Employer. <box>677 609 767 676</box>
ad-filler-text: Full time position available. Experience preferred, will train the right person. Excellent wages and benefits including health insurance, paid vacation and 401K. Apply in person Monday through Friday, 9am-4pm. Send resume or call for appointment. An Equal Opportunity Employer. Full time position available. Experience preferred, will train the right person. Excellent wages and benefits including health insurance, paid vacation and 401K. Apply in person Monday through Friday, 9am-4pm. Send resume or call for appointment. An Equal Opportunity Employer. <box>12 907 101 974</box>
ad-heading: JANITORIAL <box>325 609 363 617</box>
classified-ad <box>12 352 100 405</box>
ad-body: $8 per hour, no experience necessary. Full time position available. Experience preferred, will train the right person. Excellent wages and benefits including health insurance, paid vacation and 401K. Apply in person Monday through Friday, 9am-4pm. Send resume or call for appointment. An Equal Opportunity Employer. <box>107 316 194 358</box>
classified-ad <box>201 904 294 952</box>
ad-body: Full time position available. Experience preferred, will train the right person. Excellent wages and benefits including health insurance, paid vacation and 401K. Apply in person Monday through Friday, 9am-4pm. Send resume or call for appointment. An Equal Opportunity Employer. <box>584 650 671 686</box>
ad-body: Full time position available. Experience preferred, will train the right person. Excellent wages and benefits including health insurance, paid vacation and 401K. Apply in person Monday through Friday, 9am-4pm. Send resume or call for appointment. An Equal Opportunity Employer. <box>773 365 865 396</box>
classified-ad <box>394 670 482 718</box>
classified-ad <box>300 661 388 714</box>
classified-ad <box>300 990 388 1038</box>
classified-ad <box>106 147 194 200</box>
ad-heading: LANDSCAPE LABORER <box>403 270 475 278</box>
ad-heading: INSULATION INSTALLER <box>307 214 381 222</box>
ad-filler-text: Full time position available. Experience preferred, will train the right person. Excellent wages and benefits including health insurance, paid vacation and 401K. Apply in person Monday through Friday, 9am-4pm. Send resume or call for appointment. An Equal Opportunity Employer. Full time position available. Experience preferred, will train the right person. Excellent wages and benefits including health insurance, paid vacation and 401K. Apply in person Monday through Friday, 9am-4pm. Send resume or call for appointment. An Equal Opportunity Employer. <box>488 1047 578 1115</box>
classified-ad <box>300 369 388 451</box>
ad-filler-text: Full time position available. Experience preferred, will train the right person. Excellent wages and benefits including health insurance, paid vacation and 401K. Apply in person Monday through Friday, 9am-4pm. Send resume or call for appointment. An Equal Opportunity Employer. Full time position available. Experience preferred, will train the right person. Excellent wages and benefits including health insurance, paid vacation and 401K. Apply in person Monday through Friday, 9am-4pm. Send resume or call for appointment. An Equal Opportunity Employer. <box>106 825 195 893</box>
ad-body: Has positions available for machine operators, no experience. Full time position available. Experience preferred, will train the right person. Excellent wages and benefits including health insurance, paid vacation and 401K. Apply in person Monday through Friday, 9am-4pm. Send resume or call for appointment. An Equal Opportunity Employer. <box>107 263 194 304</box>
ad-heading: INVENTORY/PURCHASING <box>304 943 384 951</box>
ad-body: Full time position available. Experience preferred, will train the right person. Excellent wages and benefits including health insurance, paid vacation and 401K. Apply in person Monday through Friday, 9am-4pm. Send resume or call for appointment. An Equal Opportunity Employer. <box>584 113 671 150</box>
ad-heading: MANUFACTURING SET-UP <box>682 496 762 504</box>
